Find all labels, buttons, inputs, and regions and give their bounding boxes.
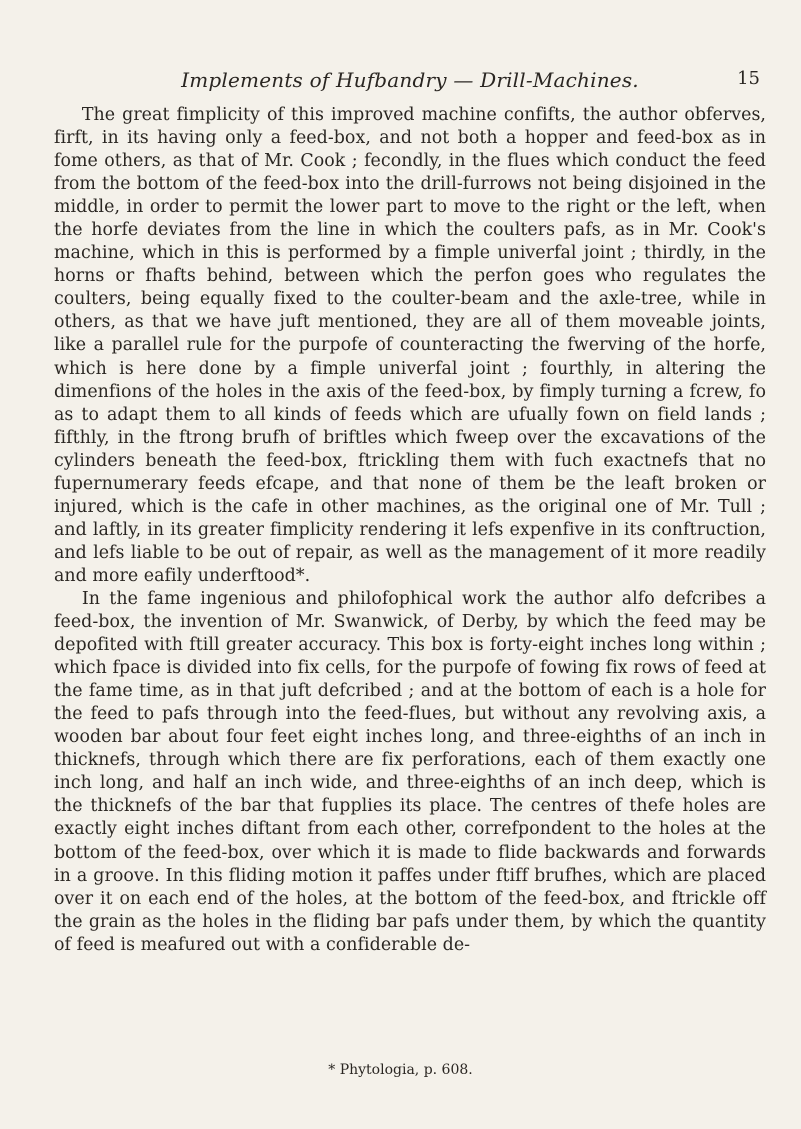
footnote: * Phytologia, p. 608.	[328, 1062, 473, 1078]
page-number: 15	[737, 68, 760, 89]
paragraph: The great fimplicity of this improved machine confifts, the author obferves, firft, in its having only a feed-box, and not both a hopper and feed-box as in fome others, as that of Mr. Cook ; fecondly, in the flues which conduct the feed from the bottom of the feed-box into the drill-furrows not being disjoined in the middle, in order to permit the lower part to move to the right or the left, when the horfe deviates from the line in which the coulters pafs, as in Mr. Cook's machine, which in this is performed by a fimple univerfal joint ; thirdly, in the horns or fhafts behind, between which the perfon goes who regulates the coulters, being equally fixed to the coulter-beam and the axle-tree, while in others, as that we have juft mentioned, they are all of them moveable joints, like a parallel rule for the purpofe of counteracting the fwerving of the horfe, which is here done by a fimple univerfal joint ; fourthly, in altering the dimenfions of the holes in the axis of the feed-box, by fimply turning a fcrew, fo as to adapt them to all kinds of feeds which are ufually fown on field lands ; fifthly, in the ftrong brufh of briftles which fweep over the excavations of the cylinders beneath the feed-box, ftrickling them with fuch exactnefs that no fupernumerary feeds efcape, and that none of them be the leaft broken or injured, which is the cafe in other machines, as the original one of Mr. Tull ; and laftly, in its greater fimplicity rendering it lefs expenfive in its conftruction, and lefs liable to be out of repair, as well as the management of it more readily and more eafily underftood*.	[54, 105, 766, 586]
body-text	[54, 104, 766, 957]
running-head	[60, 68, 760, 94]
running-title: Implements of Hufbandry — Drill-Machines.	[181, 68, 639, 92]
paragraph: In the fame ingenious and philofophical work the author alfo defcribes a feed-box, the invention of Mr. Swanwick, of Derby, by which the feed may be depofited with ftill greater accuracy. This box is forty-eight inches long within ; which fpace is divided into fix cells, for the purpofe of fowing fix rows of feed at the fame time, as in that juft defcribed ; and at the bottom of each is a hole for the feed to pafs through into the feed-flues, but without any revolving axis, a wooden bar about four feet eight inches long, and three-eighths of an inch in thicknefs, through which there are fix perforations, each of them exactly one inch long, and half an inch wide, and three-eighths of an inch deep, which is the thicknefs of the bar that fupplies its place. The centres of thefe holes are exactly eight inches diftant from each other, correfpondent to the holes at the bottom of the feed-box, over which it is made to flide backwards and forwards in a groove. In this fliding motion it paffes under ftiff brufhes, which are placed over it on each end of the holes, at the bottom of the feed-box, and ftrickle off the grain as the holes in the fliding bar pafs under them, by which the quantity of feed is meafured out with a confiderable de-	[54, 588, 766, 955]
